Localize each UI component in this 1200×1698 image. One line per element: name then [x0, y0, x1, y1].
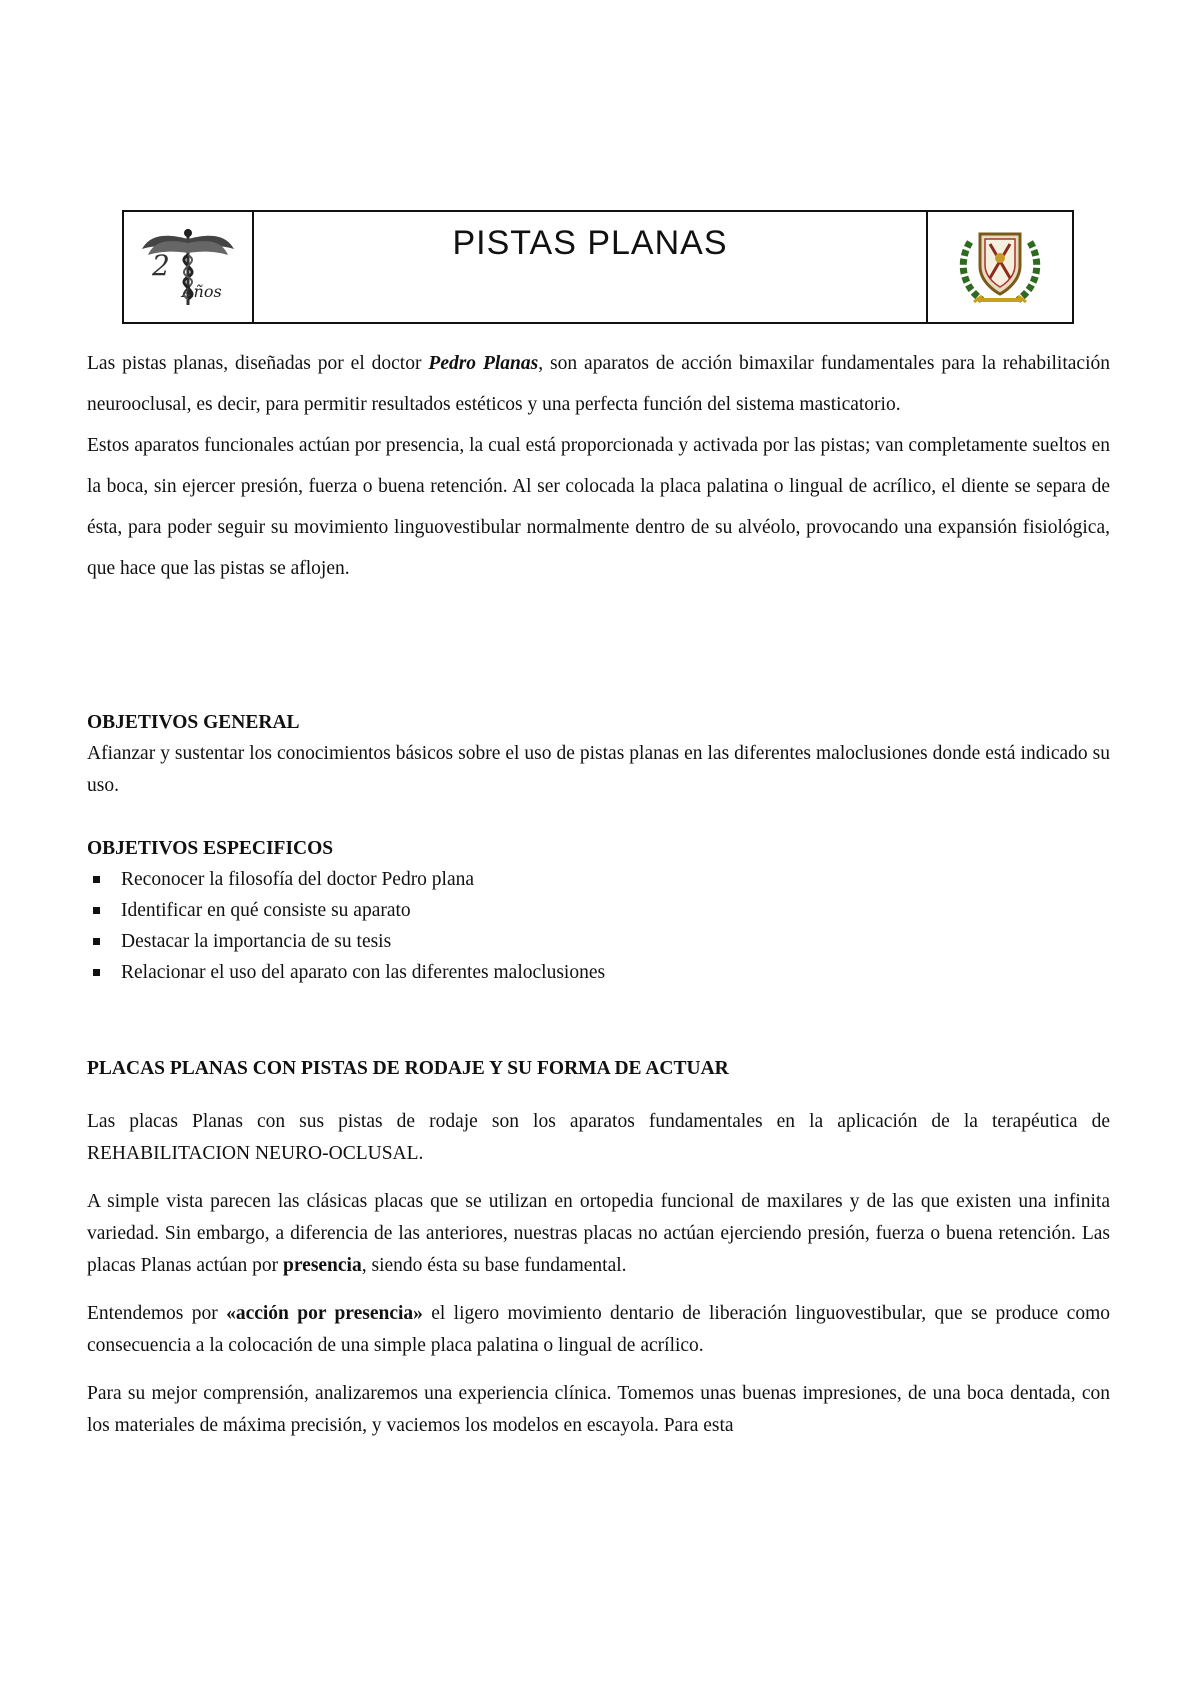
objetivo-general-heading: OBJETIVOS GENERAL	[87, 712, 300, 733]
placas-text: A simple vista parecen las clásicas placas que se utilizan en ortopedia funcional de maxilares y de las que existen una infinita variedad. Sin embargo, a diferencia de las anteriores, nuestras placas no actúan ejerciendo presión, fuerza o buena retención. Las placas Planas actúan por	[87, 1191, 1110, 1276]
list-item-text: Identificar en qué consiste su aparato	[121, 900, 411, 921]
placas-section	[87, 1054, 1110, 1442]
university-crest-icon	[952, 222, 1048, 312]
objetivos-especificos-heading: OBJETIVOS ESPECIFICOS	[87, 838, 334, 859]
intro-paragraph-2: Estos aparatos funcionales actúan por presencia, la cual está proporcionada y activada por las pistas; van completamente sueltos en la boca, sin ejercer presión, fuerza o buena retención. Al ser colocada la placa palatina o lingual de acrílico, el diente se separa de ésta, para poder seguir su movimiento linguovestibular normalmente dentro de su alvéolo, provocando una expansión fisiológica, que hace que las pistas se aflojen.	[87, 435, 1110, 579]
objetivo-general-section	[87, 708, 1110, 802]
placas-heading: PLACAS PLANAS CON PISTAS DE RODAJE Y SU FORMA DE ACTUAR	[87, 1058, 729, 1079]
left-logo-cell	[124, 212, 254, 322]
placas-paragraph-4: Para su mejor comprensión, analizaremos una experiencia clínica. Tomemos unas buenas impresiones, de una boca dentada, con los materiales de máxima precisión, y vaciemos los modelos en escayola. Para esta	[87, 1383, 1110, 1436]
bullet-icon	[93, 876, 100, 883]
intro-text: Las pistas planas, diseñadas por el doctor	[87, 353, 429, 374]
svg-text:2: 2	[152, 249, 170, 282]
list-item	[87, 895, 1110, 926]
list-item-text: Reconocer la filosofía del doctor Pedro plana	[121, 869, 475, 890]
header-table	[122, 210, 1074, 324]
list-item-text: Relacionar el uso del aparato con las diferentes maloclusiones	[121, 962, 606, 983]
list-item-text: Destacar la importancia de su tesis	[121, 931, 392, 952]
placas-text: Entendemos por	[87, 1303, 227, 1324]
list-item	[87, 957, 1110, 988]
objetivo-general-text: Afianzar y sustentar los conocimientos básicos sobre el uso de pistas planas en las diferentes maloclusiones donde está indicado su uso.	[87, 743, 1110, 796]
bullet-icon	[93, 938, 100, 945]
logo-years-text: Años	[182, 282, 222, 301]
caduceus-logo-icon	[138, 225, 238, 309]
list-item	[87, 926, 1110, 957]
placas-text: el ligero movimiento dentario de liberación linguovestibular, que se produce como consecuencia a la colocación de una simple placa palatina o lingual de acrílico.	[87, 1303, 1110, 1356]
placas-paragraph-1: Las placas Planas con sus pistas de rodaje son los aparatos fundamentales en la aplicación de la terapéutica de REHABILITACION NEURO-OCLUSAL.	[87, 1111, 1110, 1164]
right-logo-cell	[928, 212, 1072, 322]
objetivos-list	[87, 864, 1110, 988]
intro-paragraph-1	[87, 343, 1110, 425]
intro-text: , son aparatos de acción bimaxilar fundamentales para la rehabilitación neurooclusal, es decir, para permitir resultados estéticos y una perfecta función del sistema masticatorio.	[87, 353, 1110, 415]
placas-bold-text: presencia	[283, 1255, 362, 1276]
title-cell	[254, 212, 928, 322]
objetivos-especificos-section	[87, 834, 1110, 988]
intro-section	[87, 343, 1110, 589]
list-item	[87, 864, 1110, 895]
page-title: PISTAS PLANAS	[452, 224, 728, 262]
bullet-icon	[93, 969, 100, 976]
author-name: Pedro Planas	[428, 353, 539, 374]
placas-text: , siendo ésta su base fundamental.	[361, 1255, 627, 1276]
bullet-icon	[93, 907, 100, 914]
placas-bold-text: «acción por presencia»	[226, 1303, 423, 1324]
placas-paragraph-3	[87, 1298, 1110, 1362]
placas-paragraph-2	[87, 1186, 1110, 1282]
